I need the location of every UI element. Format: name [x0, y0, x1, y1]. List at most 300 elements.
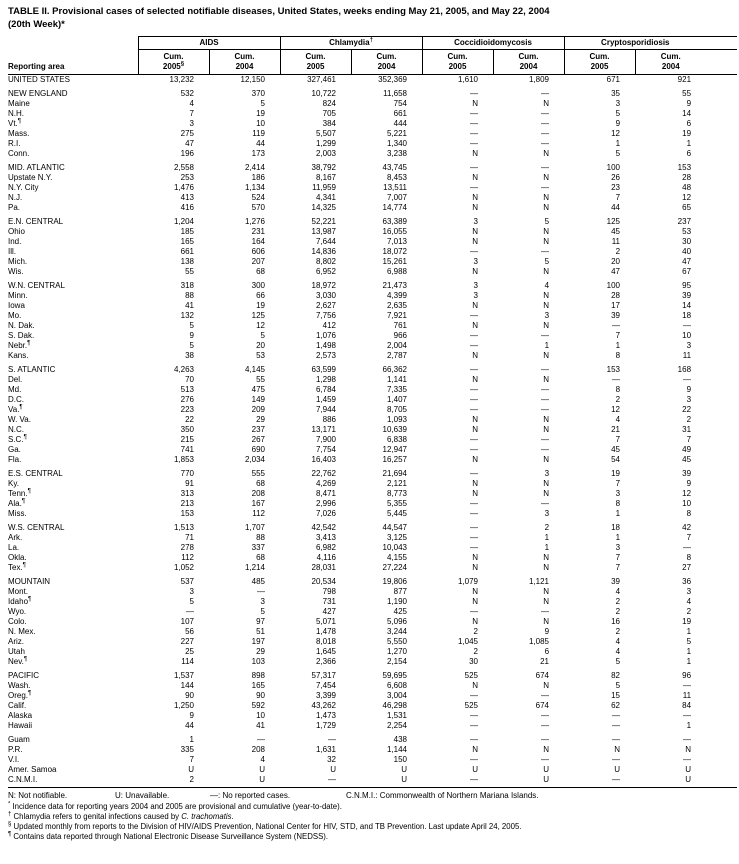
value-cell: 47 — [611, 267, 621, 276]
value-cell: 898 — [251, 671, 265, 680]
value-cell: 173 — [251, 149, 265, 158]
row-filler — [706, 375, 737, 385]
value-cell: 412 — [322, 321, 336, 330]
reporting-area-cell: Wash. — [8, 681, 31, 690]
value-cell: 886 — [322, 415, 336, 424]
value-cell: — — [683, 735, 692, 744]
value-cell: 10,043 — [382, 543, 407, 552]
value-cell: 1,537 — [173, 671, 194, 680]
value-cell: 2,121 — [386, 479, 407, 488]
value-cell: 9 — [189, 711, 194, 720]
value-cell: 2,787 — [386, 351, 407, 360]
value-cell: N — [472, 563, 478, 572]
row-filler — [706, 163, 737, 173]
value-cell: 237 — [677, 217, 692, 226]
value-cell: 5 — [544, 217, 550, 226]
reporting-area-cell: Ga. — [8, 445, 21, 454]
value-cell: 2,414 — [244, 163, 265, 172]
value-cell: 2,034 — [244, 455, 265, 464]
reporting-area-cell: Iowa — [8, 301, 25, 310]
value-cell: N — [472, 553, 478, 562]
reporting-area-cell: N. Mex. — [8, 627, 36, 636]
reporting-area-cell: E.N. CENTRAL — [8, 217, 64, 226]
value-cell: 208 — [251, 745, 265, 754]
reporting-area-cell: Idaho¶ — [8, 596, 32, 606]
value-cell: 14,836 — [311, 247, 336, 256]
value-cell: 1,121 — [528, 577, 550, 586]
value-cell: — — [541, 395, 550, 404]
value-cell: 416 — [180, 203, 194, 212]
reporting-area-cell: N.H. — [8, 109, 24, 118]
value-cell: 26 — [611, 173, 621, 182]
table-row — [8, 129, 737, 139]
value-cell: 62 — [611, 701, 621, 710]
value-cell: 525 — [464, 701, 478, 710]
value-cell: 10,639 — [382, 425, 407, 434]
value-cell: — — [541, 109, 550, 118]
table-row — [8, 405, 737, 415]
value-cell: 95 — [682, 281, 692, 290]
table-row — [8, 331, 737, 341]
value-cell: 88 — [185, 291, 194, 300]
value-cell: N — [543, 745, 550, 754]
value-cell: 5 — [615, 681, 621, 690]
value-cell: 5,071 — [315, 617, 336, 626]
value-cell: — — [470, 385, 478, 394]
table-row — [8, 237, 737, 247]
value-cell: 7,013 — [386, 237, 407, 246]
value-cell: 4 — [615, 637, 621, 646]
group-header-row — [8, 37, 737, 50]
value-cell: 3 — [473, 257, 478, 266]
reporting-area-cell: UNITED STATES — [8, 75, 70, 84]
value-cell: 223 — [180, 405, 194, 414]
value-cell: 107 — [180, 617, 194, 626]
reporting-area-cell: Ohio — [8, 227, 25, 236]
value-cell: N — [472, 99, 478, 108]
value-cell: — — [470, 163, 478, 172]
value-cell: 23 — [611, 183, 621, 192]
value-cell: 1 — [615, 533, 621, 542]
value-cell: 3,004 — [386, 691, 407, 700]
value-cell: 3 — [189, 119, 194, 128]
value-cell: 227 — [180, 637, 194, 646]
value-cell: 16,055 — [382, 227, 407, 236]
value-cell: 671 — [606, 75, 621, 84]
value-cell: 1,729 — [315, 721, 336, 730]
value-cell: 21,473 — [382, 281, 407, 290]
value-cell: 690 — [251, 445, 265, 454]
value-cell: 276 — [180, 395, 194, 404]
value-cell: 12 — [611, 129, 621, 138]
value-cell: 3 — [544, 509, 550, 518]
value-cell: 44,547 — [382, 523, 407, 532]
row-filler — [706, 129, 737, 139]
table-row — [8, 351, 737, 361]
value-cell: 1,459 — [315, 395, 336, 404]
value-cell: 1 — [544, 543, 550, 552]
value-cell: N — [472, 479, 478, 488]
value-cell: — — [470, 691, 478, 700]
value-cell: 51 — [256, 627, 265, 636]
value-cell: 28 — [682, 173, 692, 182]
value-cell: 6,838 — [386, 435, 407, 444]
value-cell: 82 — [611, 671, 621, 680]
value-cell: 21 — [611, 425, 621, 434]
value-cell: 12 — [611, 405, 621, 414]
value-cell: 877 — [393, 587, 407, 596]
reporting-area-cell: Pa. — [8, 203, 21, 212]
value-cell: N — [472, 193, 478, 202]
value-cell: 63,389 — [382, 217, 407, 226]
value-cell: 1,190 — [386, 597, 407, 606]
value-cell: 7,754 — [315, 445, 336, 454]
value-cell: 1,707 — [244, 523, 265, 532]
value-cell: 91 — [185, 479, 194, 488]
reporting-area-cell: Colo. — [8, 617, 27, 626]
value-cell: N — [543, 267, 550, 276]
value-cell: 592 — [251, 701, 265, 710]
reporting-area-cell: Mont. — [8, 587, 29, 596]
value-cell: 35 — [611, 89, 621, 98]
value-cell: 741 — [180, 445, 194, 454]
value-cell: 9 — [686, 385, 692, 394]
row-filler — [706, 647, 737, 657]
value-cell: 798 — [322, 587, 336, 596]
value-cell: 153 — [677, 163, 692, 172]
value-cell: U — [401, 775, 407, 784]
value-cell: 2 — [615, 627, 621, 636]
reporting-area-cell: S. Dak. — [8, 331, 35, 340]
value-cell: 2,627 — [315, 301, 336, 310]
value-cell: 335 — [180, 745, 194, 754]
footnote-incidence: * Incidence data for reporting years 2004 and 2005 are provisional and cumulative (year-to-date). — [8, 801, 342, 811]
table-row — [8, 341, 737, 351]
table-row — [8, 489, 737, 499]
value-cell: — — [470, 119, 478, 128]
value-cell: N — [472, 597, 478, 606]
value-cell: N — [543, 425, 550, 434]
value-cell: 67 — [682, 267, 692, 276]
value-cell: 4,263 — [173, 365, 194, 374]
value-cell: 11 — [682, 691, 692, 700]
value-cell: 237 — [251, 425, 265, 434]
value-cell: 6,988 — [386, 267, 407, 276]
value-cell: 2,573 — [315, 351, 336, 360]
row-filler — [706, 395, 737, 405]
value-cell: 44 — [185, 721, 194, 730]
value-cell: — — [541, 163, 550, 172]
value-cell: 8,453 — [386, 173, 407, 182]
value-cell: 485 — [251, 577, 265, 586]
reporting-area-cell: NEW ENGLAND — [8, 89, 68, 98]
value-cell: 2,004 — [386, 341, 407, 350]
value-cell: — — [541, 755, 550, 764]
reporting-area-cell: Mass. — [8, 129, 30, 138]
value-cell: N — [472, 489, 478, 498]
row-filler — [706, 553, 737, 563]
reporting-area-cell: Conn. — [8, 149, 30, 158]
row-filler — [706, 499, 737, 509]
row-filler — [706, 607, 737, 617]
value-cell: — — [470, 445, 478, 454]
value-cell: 444 — [393, 119, 407, 128]
value-cell: 754 — [393, 99, 407, 108]
value-cell: 3 — [473, 217, 478, 226]
col-header-cryptosporidiosis-2004: Cum. 2004 — [635, 50, 706, 75]
table-row — [8, 533, 737, 543]
group-header-aids: AIDS — [138, 37, 280, 50]
reporting-area-cell: Alaska — [8, 711, 33, 720]
legend-no-reported-cases: —: No reported cases. — [210, 791, 291, 800]
value-cell: 185 — [180, 227, 194, 236]
row-filler — [706, 765, 737, 775]
table-row — [8, 109, 737, 119]
value-cell: — — [470, 711, 478, 720]
value-cell: 55 — [185, 267, 194, 276]
value-cell: 1,631 — [315, 745, 336, 754]
value-cell: 2 — [544, 523, 550, 532]
value-cell: 3 — [473, 281, 478, 290]
table-row — [8, 385, 737, 395]
value-cell: 1,531 — [386, 711, 407, 720]
row-filler — [706, 469, 737, 479]
col-header-aids-2005: Cum. 2005§ — [138, 50, 209, 75]
value-cell: — — [541, 435, 550, 444]
value-cell: N — [543, 587, 550, 596]
value-cell: 350 — [180, 425, 194, 434]
table-row — [8, 193, 737, 203]
value-cell: 1,250 — [173, 701, 194, 710]
table-row — [8, 311, 737, 321]
value-cell: 18 — [682, 311, 692, 320]
value-cell: 10,722 — [311, 89, 336, 98]
value-cell: 125 — [251, 311, 265, 320]
value-cell: U — [543, 775, 550, 784]
value-cell: — — [470, 89, 478, 98]
value-cell: N — [543, 99, 550, 108]
value-cell: 6,608 — [386, 681, 407, 690]
value-cell: 1 — [686, 647, 692, 656]
value-cell: 5,096 — [386, 617, 407, 626]
reporting-area-cell: Mich. — [8, 257, 28, 266]
value-cell: 327,461 — [307, 75, 336, 84]
value-cell: 3 — [615, 543, 621, 552]
value-cell: 4,399 — [386, 291, 407, 300]
value-cell: 7 — [189, 755, 194, 764]
value-cell: 12 — [682, 489, 692, 498]
value-cell: 2,154 — [386, 657, 407, 666]
value-cell: 41 — [256, 721, 265, 730]
value-cell: — — [683, 711, 692, 720]
value-cell: 44 — [611, 203, 621, 212]
value-cell: 15 — [611, 691, 621, 700]
table-row — [8, 119, 737, 129]
value-cell: U — [685, 775, 692, 784]
value-cell: 384 — [322, 119, 336, 128]
value-cell: — — [541, 405, 550, 414]
reporting-area-cell: Tenn.¶ — [8, 488, 31, 498]
reporting-area-cell: Guam — [8, 735, 30, 744]
value-cell: 3 — [615, 99, 621, 108]
value-cell: U — [472, 765, 478, 774]
value-cell: 7,007 — [386, 193, 407, 202]
value-cell: — — [541, 331, 550, 340]
row-filler — [706, 311, 737, 321]
value-cell: 13,171 — [311, 425, 336, 434]
value-cell: 8 — [615, 499, 621, 508]
table-row — [8, 321, 737, 331]
value-cell: 22 — [682, 405, 692, 414]
value-cell: — — [541, 711, 550, 720]
legend-row — [8, 791, 737, 801]
value-cell: 22,762 — [311, 469, 336, 478]
value-cell: — — [612, 375, 621, 384]
value-cell: 10 — [256, 119, 265, 128]
value-cell: 38 — [185, 351, 194, 360]
value-cell: N — [543, 375, 550, 384]
reporting-area-cell: Ark. — [8, 533, 23, 542]
value-cell: 1,270 — [386, 647, 407, 656]
value-cell: 4 — [544, 281, 550, 290]
reporting-area-cell: Va.¶ — [8, 404, 23, 414]
value-cell: 138 — [180, 257, 194, 266]
value-cell: 1 — [686, 721, 692, 730]
value-cell: — — [470, 331, 478, 340]
value-cell: 2,254 — [386, 721, 407, 730]
table-row — [8, 75, 737, 86]
row-filler — [706, 217, 737, 227]
value-cell: 6,784 — [315, 385, 336, 394]
row-filler — [706, 735, 737, 745]
table-row — [8, 139, 737, 149]
value-cell: 2 — [615, 597, 621, 606]
value-cell: 4,145 — [244, 365, 265, 374]
row-filler — [706, 479, 737, 489]
value-cell: — — [470, 311, 478, 320]
value-cell: 5,550 — [386, 637, 407, 646]
value-cell: 20 — [611, 257, 621, 266]
row-filler — [706, 109, 737, 119]
value-cell: 555 — [251, 469, 265, 478]
value-cell: — — [470, 139, 478, 148]
value-cell: N — [472, 227, 478, 236]
value-cell: 7 — [686, 435, 692, 444]
value-cell: 3,399 — [315, 691, 336, 700]
value-cell: 20 — [256, 341, 265, 350]
value-cell: — — [612, 755, 621, 764]
value-cell: 475 — [251, 385, 265, 394]
table-row — [8, 577, 737, 587]
value-cell: 100 — [606, 281, 621, 290]
row-filler — [706, 267, 737, 277]
value-cell: 10 — [682, 499, 692, 508]
table-row — [8, 227, 737, 237]
value-cell: 44 — [256, 139, 265, 148]
value-cell: — — [257, 735, 265, 744]
table-row — [8, 415, 737, 425]
reporting-area-cell: N.J. — [8, 193, 23, 202]
value-cell: N — [543, 415, 550, 424]
value-cell: 1 — [615, 139, 621, 148]
table-row — [8, 149, 737, 159]
value-cell: 213 — [180, 499, 194, 508]
group-header-coccidioidomycosis: Coccidioidomycosis — [422, 37, 564, 50]
reporting-area-cell: Tex.¶ — [8, 562, 26, 572]
value-cell: 43,262 — [311, 701, 336, 710]
value-cell: N — [543, 553, 550, 562]
value-cell: 19 — [611, 469, 621, 478]
value-cell: 17 — [611, 301, 621, 310]
notifiable-diseases-table — [8, 36, 737, 785]
value-cell: 570 — [251, 203, 265, 212]
value-cell: 39 — [611, 311, 621, 320]
col-header-chlamydia-2005: Cum. 2005 — [280, 50, 351, 75]
row-filler — [706, 183, 737, 193]
value-cell: 267 — [251, 435, 265, 444]
value-cell: 39 — [611, 577, 621, 586]
row-filler — [706, 721, 737, 731]
value-cell: U — [259, 775, 265, 784]
col-header-coccidioidomycosis-2004: Cum. 2004 — [493, 50, 564, 75]
value-cell: 10 — [682, 331, 692, 340]
row-filler — [706, 119, 737, 129]
table-row — [8, 765, 737, 775]
value-cell: 11 — [682, 351, 692, 360]
value-cell: 8 — [615, 385, 621, 394]
table-row — [8, 755, 737, 765]
value-cell: 68 — [256, 553, 265, 562]
value-cell: — — [470, 721, 478, 730]
value-cell: 427 — [322, 607, 336, 616]
table-title-line1: TABLE II. Provisional cases of selected notifiable diseases, United States, weeks ending May 21, 2005, and May 22, 2004 — [8, 6, 550, 17]
table-row — [8, 173, 737, 183]
value-cell: 1,141 — [386, 375, 407, 384]
value-cell: 2,996 — [315, 499, 336, 508]
reporting-area-cell: Fla. — [8, 455, 22, 464]
reporting-area-cell: V.I. — [8, 755, 20, 764]
table-row — [8, 425, 737, 435]
value-cell: — — [470, 469, 478, 478]
value-cell: 119 — [252, 129, 265, 138]
value-cell: 1,299 — [315, 139, 336, 148]
value-cell: 65 — [682, 203, 692, 212]
value-cell: 149 — [251, 395, 265, 404]
reporting-area-cell: Wis. — [8, 267, 24, 276]
value-cell: 39 — [682, 469, 692, 478]
value-cell: 2 — [473, 627, 478, 636]
value-cell: N — [543, 149, 550, 158]
value-cell: 167 — [251, 499, 265, 508]
value-cell: — — [541, 721, 550, 730]
value-cell: 7,921 — [386, 311, 407, 320]
footnote-nedss: ¶ Contains data reported through National Electronic Disease Surveillance System (NEDSS). — [8, 831, 329, 841]
value-cell: 1,204 — [173, 217, 194, 226]
value-cell: 1,809 — [528, 75, 550, 84]
value-cell: 63,599 — [311, 365, 336, 374]
value-cell: — — [541, 247, 550, 256]
reporting-area-cell: Mo. — [8, 311, 22, 320]
row-filler — [706, 627, 737, 637]
value-cell: 524 — [251, 193, 265, 202]
value-cell: — — [683, 755, 692, 764]
header-filler — [706, 50, 737, 75]
value-cell: 55 — [682, 89, 692, 98]
value-cell: 4 — [615, 587, 621, 596]
value-cell: 5 — [189, 597, 194, 606]
value-cell: 9 — [615, 119, 621, 128]
table-row — [8, 607, 737, 617]
